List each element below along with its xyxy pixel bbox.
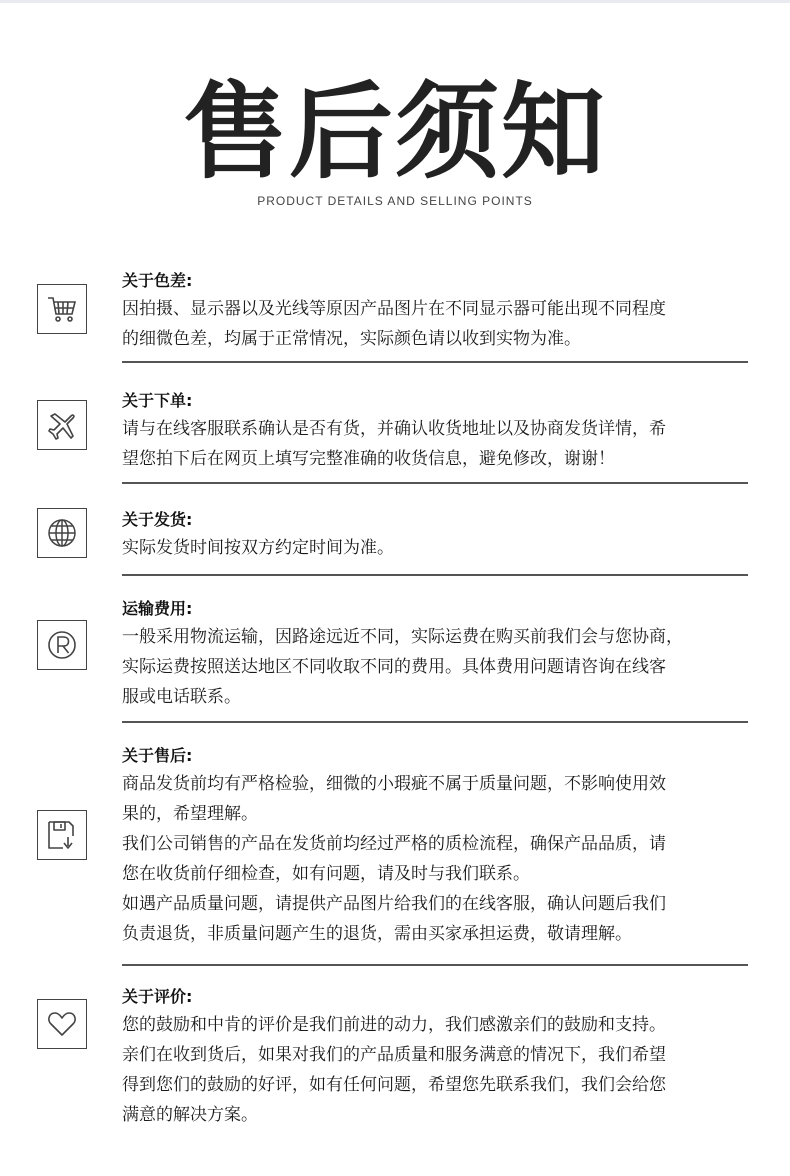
section-line: 实际运费按照送达地区不同收取不同的费用。具体费用问题请咨询在线客 bbox=[122, 657, 666, 677]
section-body bbox=[122, 769, 732, 949]
section-line: 请与在线客服联系确认是否有货，并确认收货地址以及协商发货详情，希 bbox=[122, 419, 666, 439]
section-heading: 关于发货: bbox=[122, 510, 193, 529]
section-body bbox=[122, 533, 732, 563]
top-rule bbox=[0, 0, 790, 3]
section-heading: 关于下单: bbox=[122, 391, 193, 410]
page-title: 售后须知 bbox=[182, 71, 607, 193]
section-body bbox=[122, 294, 732, 354]
section-line: 满意的解决方案。 bbox=[122, 1105, 258, 1125]
section-line: 我们公司销售的产品在发货前均经过严格的质检流程，确保产品品质，请 bbox=[122, 834, 666, 854]
shopping-cart-icon bbox=[37, 284, 87, 334]
section-heading: 关于评价: bbox=[122, 987, 193, 1006]
section-line: 果的，希望理解。 bbox=[122, 804, 258, 824]
page-subtitle: PRODUCT DETAILS AND SELLING POINTS bbox=[257, 194, 533, 208]
registered-icon bbox=[37, 620, 87, 670]
section-divider bbox=[122, 361, 748, 363]
section-heading: 关于色差: bbox=[122, 271, 193, 290]
section-divider bbox=[122, 574, 748, 576]
section-line: 因拍摄、显示器以及光线等原因产品图片在不同显示器可能出现不同程度 bbox=[122, 299, 666, 319]
section-line: 的细微色差，均属于正常情况，实际颜色请以收到实物为准。 bbox=[122, 329, 581, 349]
section-heading: 运输费用: bbox=[122, 599, 193, 618]
section-line: 实际发货时间按双方约定时间为准。 bbox=[122, 538, 394, 558]
section-line: 望您拍下后在网页上填写完整准确的收货信息，避免修改，谢谢！ bbox=[122, 449, 615, 469]
section-line: 您的鼓励和中肯的评价是我们前进的动力，我们感激亲们的鼓励和支持。 bbox=[122, 1015, 666, 1035]
section-divider bbox=[122, 721, 748, 723]
section-body bbox=[122, 414, 732, 474]
section-line: 商品发货前均有严格检验，细微的小瑕疵不属于质量问题，不影响使用效 bbox=[122, 774, 666, 794]
section-line: 得到您们的鼓励的好评，如有任何问题，希望您先联系我们，我们会给您 bbox=[122, 1075, 666, 1095]
section-body bbox=[122, 622, 732, 712]
globe-icon bbox=[37, 508, 87, 558]
section-line: 亲们在收到货后，如果对我们的产品质量和服务满意的情况下，我们希望 bbox=[122, 1045, 666, 1065]
section-line: 您在收货前仔细检查，如有问题，请及时与我们联系。 bbox=[122, 864, 530, 884]
section-line: 如遇产品质量问题，请提供产品图片给我们的在线客服，确认问题后我们 bbox=[122, 894, 666, 914]
section-line: 负责退货，非质量问题产生的退货，需由买家承担运费，敬请理解。 bbox=[122, 924, 632, 944]
section-heading: 关于售后: bbox=[122, 746, 193, 765]
heart-icon bbox=[37, 999, 87, 1049]
section-body bbox=[122, 1010, 732, 1130]
section-line: 服或电话联系。 bbox=[122, 687, 241, 707]
section-line: 一般采用物流运输，因路途远近不同，实际运费在购买前我们会与您协商， bbox=[122, 627, 683, 647]
airplane-icon bbox=[37, 400, 87, 450]
section-divider bbox=[122, 482, 748, 484]
download-box-icon bbox=[37, 810, 87, 860]
section-divider bbox=[122, 964, 748, 966]
